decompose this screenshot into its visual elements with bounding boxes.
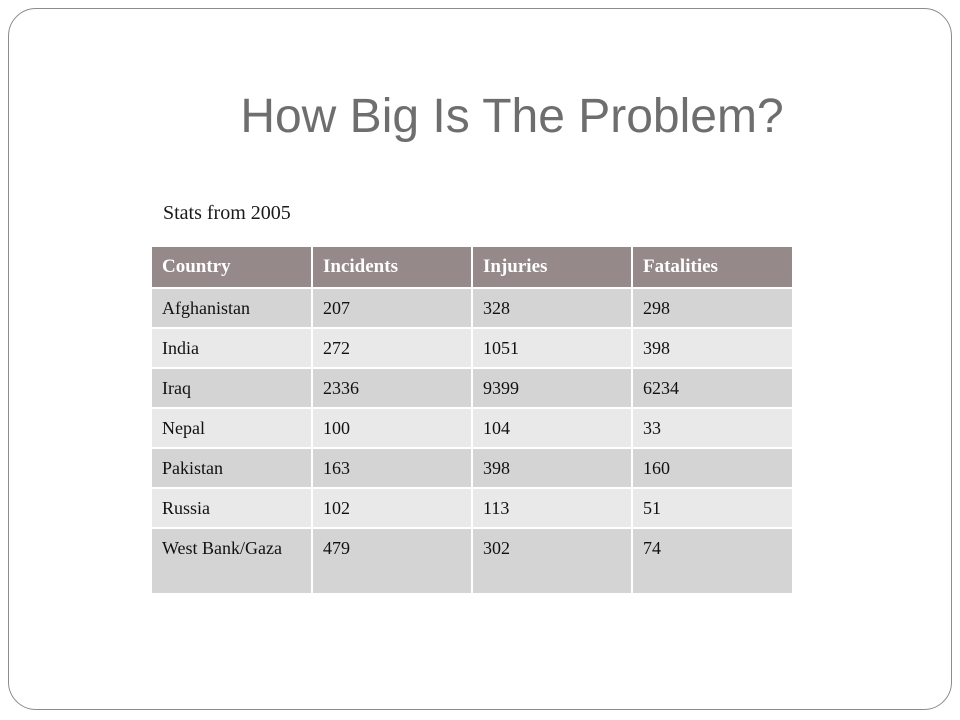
cell-country: Nepal [152, 408, 312, 448]
cell-country: Afghanistan [152, 288, 312, 328]
table-row [152, 288, 792, 328]
cell-fatalities: 51 [632, 488, 792, 528]
cell-incidents: 2336 [312, 368, 472, 408]
cell-injuries: 328 [472, 288, 632, 328]
cell-fatalities: 74 [632, 528, 792, 594]
cell-fatalities: 160 [632, 448, 792, 488]
subtitle: Stats from 2005 [163, 202, 291, 224]
page-title: How Big Is The Problem? [240, 90, 784, 143]
cell-injuries: 1051 [472, 328, 632, 368]
table-row [152, 528, 792, 594]
table-row [152, 408, 792, 448]
table-header-row [152, 247, 792, 288]
cell-fatalities: 6234 [632, 368, 792, 408]
cell-incidents: 163 [312, 448, 472, 488]
cell-incidents: 272 [312, 328, 472, 368]
table-row [152, 488, 792, 528]
cell-country: Iraq [152, 368, 312, 408]
table-row [152, 368, 792, 408]
header-country: Country [152, 247, 312, 288]
table-row [152, 328, 792, 368]
cell-country: West Bank/Gaza [152, 528, 312, 594]
cell-country: Russia [152, 488, 312, 528]
cell-incidents: 479 [312, 528, 472, 594]
cell-injuries: 113 [472, 488, 632, 528]
cell-incidents: 207 [312, 288, 472, 328]
header-fatalities: Fatalities [632, 247, 792, 288]
stats-table [152, 247, 792, 595]
cell-injuries: 398 [472, 448, 632, 488]
cell-fatalities: 398 [632, 328, 792, 368]
table-row [152, 448, 792, 488]
header-injuries: Injuries [472, 247, 632, 288]
cell-injuries: 104 [472, 408, 632, 448]
cell-fatalities: 33 [632, 408, 792, 448]
cell-incidents: 100 [312, 408, 472, 448]
cell-fatalities: 298 [632, 288, 792, 328]
header-incidents: Incidents [312, 247, 472, 288]
cell-injuries: 9399 [472, 368, 632, 408]
cell-incidents: 102 [312, 488, 472, 528]
cell-country: India [152, 328, 312, 368]
cell-country: Pakistan [152, 448, 312, 488]
cell-injuries: 302 [472, 528, 632, 594]
